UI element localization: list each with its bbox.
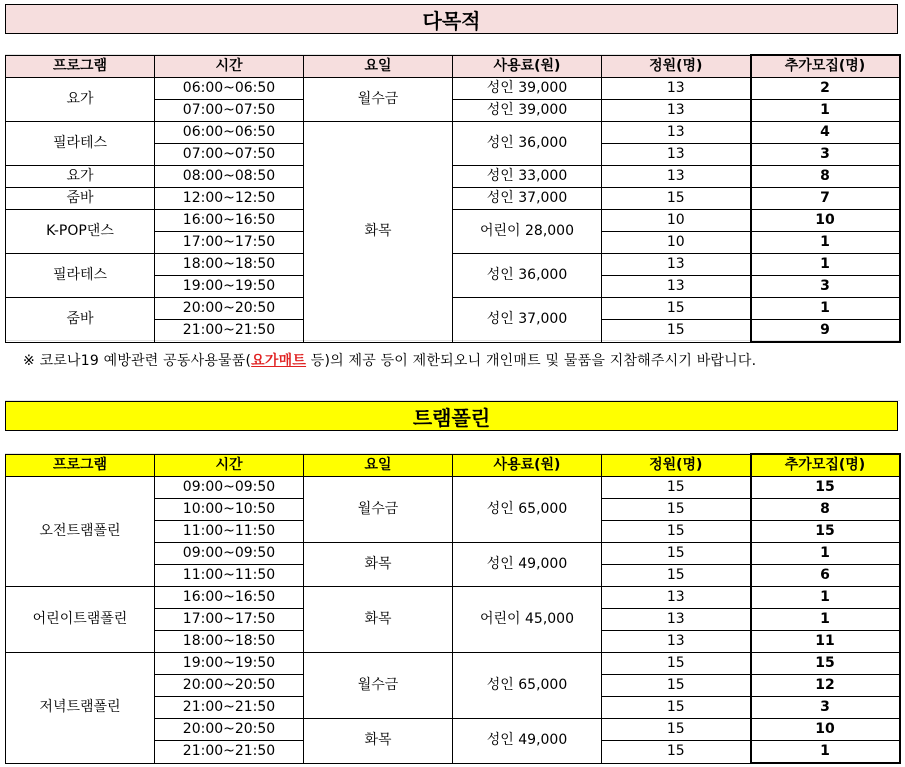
- additional-cell: 12: [751, 675, 900, 697]
- capacity-cell: 15: [602, 697, 751, 719]
- column-header: 시간: [155, 454, 304, 477]
- additional-cell: 3: [751, 697, 900, 719]
- table-row: [6, 78, 900, 100]
- fee-cell: 성인 49,000: [453, 719, 602, 764]
- table-row: [6, 298, 900, 320]
- fee-cell: 성인 49,000: [453, 543, 602, 587]
- fee-cell: 성인 39,000: [453, 78, 602, 100]
- time-cell: 09:00~09:50: [155, 477, 304, 499]
- additional-cell: 1: [751, 609, 900, 631]
- capacity-cell: 13: [602, 122, 751, 144]
- time-cell: 21:00~21:50: [155, 320, 304, 343]
- capacity-cell: 13: [602, 276, 751, 298]
- section-title-trampoline: [5, 401, 898, 431]
- capacity-cell: 13: [602, 144, 751, 166]
- fee-cell: 성인 65,000: [453, 653, 602, 719]
- time-cell: 20:00~20:50: [155, 719, 304, 741]
- program-cell: 저녁트램폴린: [6, 653, 155, 764]
- notice-text: ※ 코로나19 예방관련 공동사용물품(: [23, 353, 252, 369]
- section-title-text: 다목적: [422, 8, 481, 33]
- section-title-text: 트램폴린: [412, 405, 491, 430]
- additional-cell: 1: [751, 543, 900, 565]
- capacity-cell: 15: [602, 653, 751, 675]
- additional-cell: 1: [751, 254, 900, 276]
- time-cell: 21:00~21:50: [155, 741, 304, 764]
- day-cell: 화목: [304, 719, 453, 764]
- fee-cell: 어린이 45,000: [453, 587, 602, 653]
- additional-cell: 8: [751, 499, 900, 521]
- capacity-cell: 13: [602, 254, 751, 276]
- time-cell: 19:00~19:50: [155, 276, 304, 298]
- additional-cell: 1: [751, 100, 900, 122]
- column-header: 추가모집(명): [751, 55, 900, 78]
- program-cell: 오전트램폴린: [6, 477, 155, 587]
- table-header-row: [6, 55, 900, 78]
- table-header-row: [6, 454, 900, 477]
- time-cell: 06:00~06:50: [155, 122, 304, 144]
- multipurpose-schedule-table: [5, 54, 901, 343]
- fee-cell: 성인 39,000: [453, 100, 602, 122]
- table-row: [6, 477, 900, 499]
- time-cell: 20:00~20:50: [155, 298, 304, 320]
- additional-cell: 1: [751, 587, 900, 609]
- table-row: [6, 188, 900, 210]
- program-cell: 요가: [6, 166, 155, 188]
- column-header: 요일: [304, 55, 453, 78]
- capacity-cell: 13: [602, 587, 751, 609]
- capacity-cell: 13: [602, 631, 751, 653]
- day-cell: 화목: [304, 543, 453, 587]
- additional-cell: 8: [751, 166, 900, 188]
- table-row: [6, 587, 900, 609]
- time-cell: 10:00~10:50: [155, 499, 304, 521]
- column-header: 프로그램: [6, 454, 155, 477]
- fee-cell: 성인 37,000: [453, 188, 602, 210]
- program-cell: 필라테스: [6, 122, 155, 166]
- program-cell: K-POP댄스: [6, 210, 155, 254]
- fee-cell: 성인 37,000: [453, 298, 602, 343]
- capacity-cell: 13: [602, 166, 751, 188]
- capacity-cell: 15: [602, 298, 751, 320]
- capacity-cell: 15: [602, 521, 751, 543]
- table-row: [6, 166, 900, 188]
- capacity-cell: 15: [602, 741, 751, 764]
- additional-cell: 15: [751, 521, 900, 543]
- time-cell: 09:00~09:50: [155, 543, 304, 565]
- additional-cell: 1: [751, 741, 900, 764]
- additional-cell: 1: [751, 298, 900, 320]
- capacity-cell: 10: [602, 210, 751, 232]
- table-row: [6, 122, 900, 144]
- sheet-gridline: [5, 374, 900, 401]
- notice-text: 등)의 제공 등이 제한되오니 개인매트 및 물품을 지참해주시기 바랍니다.: [306, 353, 757, 369]
- fee-cell: 성인 33,000: [453, 166, 602, 188]
- additional-cell: 4: [751, 122, 900, 144]
- time-cell: 17:00~17:50: [155, 232, 304, 254]
- additional-cell: 3: [751, 276, 900, 298]
- additional-cell: 10: [751, 719, 900, 741]
- notice-highlight: 요가매트: [251, 353, 307, 369]
- additional-cell: 10: [751, 210, 900, 232]
- additional-cell: 15: [751, 477, 900, 499]
- fee-cell: 어린이 28,000: [453, 210, 602, 254]
- additional-cell: 11: [751, 631, 900, 653]
- time-cell: 17:00~17:50: [155, 609, 304, 631]
- additional-cell: 3: [751, 144, 900, 166]
- time-cell: 07:00~07:50: [155, 144, 304, 166]
- time-cell: 16:00~16:50: [155, 210, 304, 232]
- additional-cell: 9: [751, 320, 900, 343]
- capacity-cell: 15: [602, 719, 751, 741]
- time-cell: 16:00~16:50: [155, 587, 304, 609]
- covid-notice: [23, 350, 756, 370]
- time-cell: 06:00~06:50: [155, 78, 304, 100]
- capacity-cell: 15: [602, 675, 751, 697]
- column-header: 추가모집(명): [751, 454, 900, 477]
- time-cell: 18:00~18:50: [155, 254, 304, 276]
- capacity-cell: 13: [602, 609, 751, 631]
- column-header: 요일: [304, 454, 453, 477]
- sheet-gridline: [5, 34, 900, 55]
- additional-cell: 7: [751, 188, 900, 210]
- time-cell: 11:00~11:50: [155, 521, 304, 543]
- time-cell: 21:00~21:50: [155, 697, 304, 719]
- capacity-cell: 15: [602, 565, 751, 587]
- time-cell: 08:00~08:50: [155, 166, 304, 188]
- column-header: 정원(명): [602, 454, 751, 477]
- day-cell: 월수금: [304, 78, 453, 122]
- fee-cell: 성인 36,000: [453, 254, 602, 298]
- capacity-cell: 13: [602, 100, 751, 122]
- capacity-cell: 15: [602, 477, 751, 499]
- capacity-cell: 15: [602, 543, 751, 565]
- program-cell: 어린이트램폴린: [6, 587, 155, 653]
- day-cell: 화목: [304, 122, 453, 343]
- time-cell: 11:00~11:50: [155, 565, 304, 587]
- section-title-multipurpose: [5, 4, 898, 34]
- time-cell: 07:00~07:50: [155, 100, 304, 122]
- table-row: [6, 653, 900, 675]
- capacity-cell: 15: [602, 499, 751, 521]
- program-cell: 줌바: [6, 188, 155, 210]
- additional-cell: 1: [751, 232, 900, 254]
- time-cell: 19:00~19:50: [155, 653, 304, 675]
- column-header: 사용료(원): [453, 55, 602, 78]
- day-cell: 월수금: [304, 477, 453, 543]
- sheet-gridline: [5, 431, 900, 454]
- table-row: [6, 210, 900, 232]
- trampoline-schedule-table: [5, 453, 901, 764]
- additional-cell: 6: [751, 565, 900, 587]
- column-header: 시간: [155, 55, 304, 78]
- program-cell: 필라테스: [6, 254, 155, 298]
- column-header: 프로그램: [6, 55, 155, 78]
- table-row: [6, 254, 900, 276]
- time-cell: 20:00~20:50: [155, 675, 304, 697]
- column-header: 사용료(원): [453, 454, 602, 477]
- capacity-cell: 15: [602, 320, 751, 343]
- fee-cell: 성인 65,000: [453, 477, 602, 543]
- additional-cell: 15: [751, 653, 900, 675]
- capacity-cell: 15: [602, 188, 751, 210]
- capacity-cell: 10: [602, 232, 751, 254]
- day-cell: 화목: [304, 587, 453, 653]
- time-cell: 12:00~12:50: [155, 188, 304, 210]
- fee-cell: 성인 36,000: [453, 122, 602, 166]
- additional-cell: 2: [751, 78, 900, 100]
- program-cell: 줌바: [6, 298, 155, 343]
- day-cell: 월수금: [304, 653, 453, 719]
- time-cell: 18:00~18:50: [155, 631, 304, 653]
- column-header: 정원(명): [602, 55, 751, 78]
- capacity-cell: 13: [602, 78, 751, 100]
- program-cell: 요가: [6, 78, 155, 122]
